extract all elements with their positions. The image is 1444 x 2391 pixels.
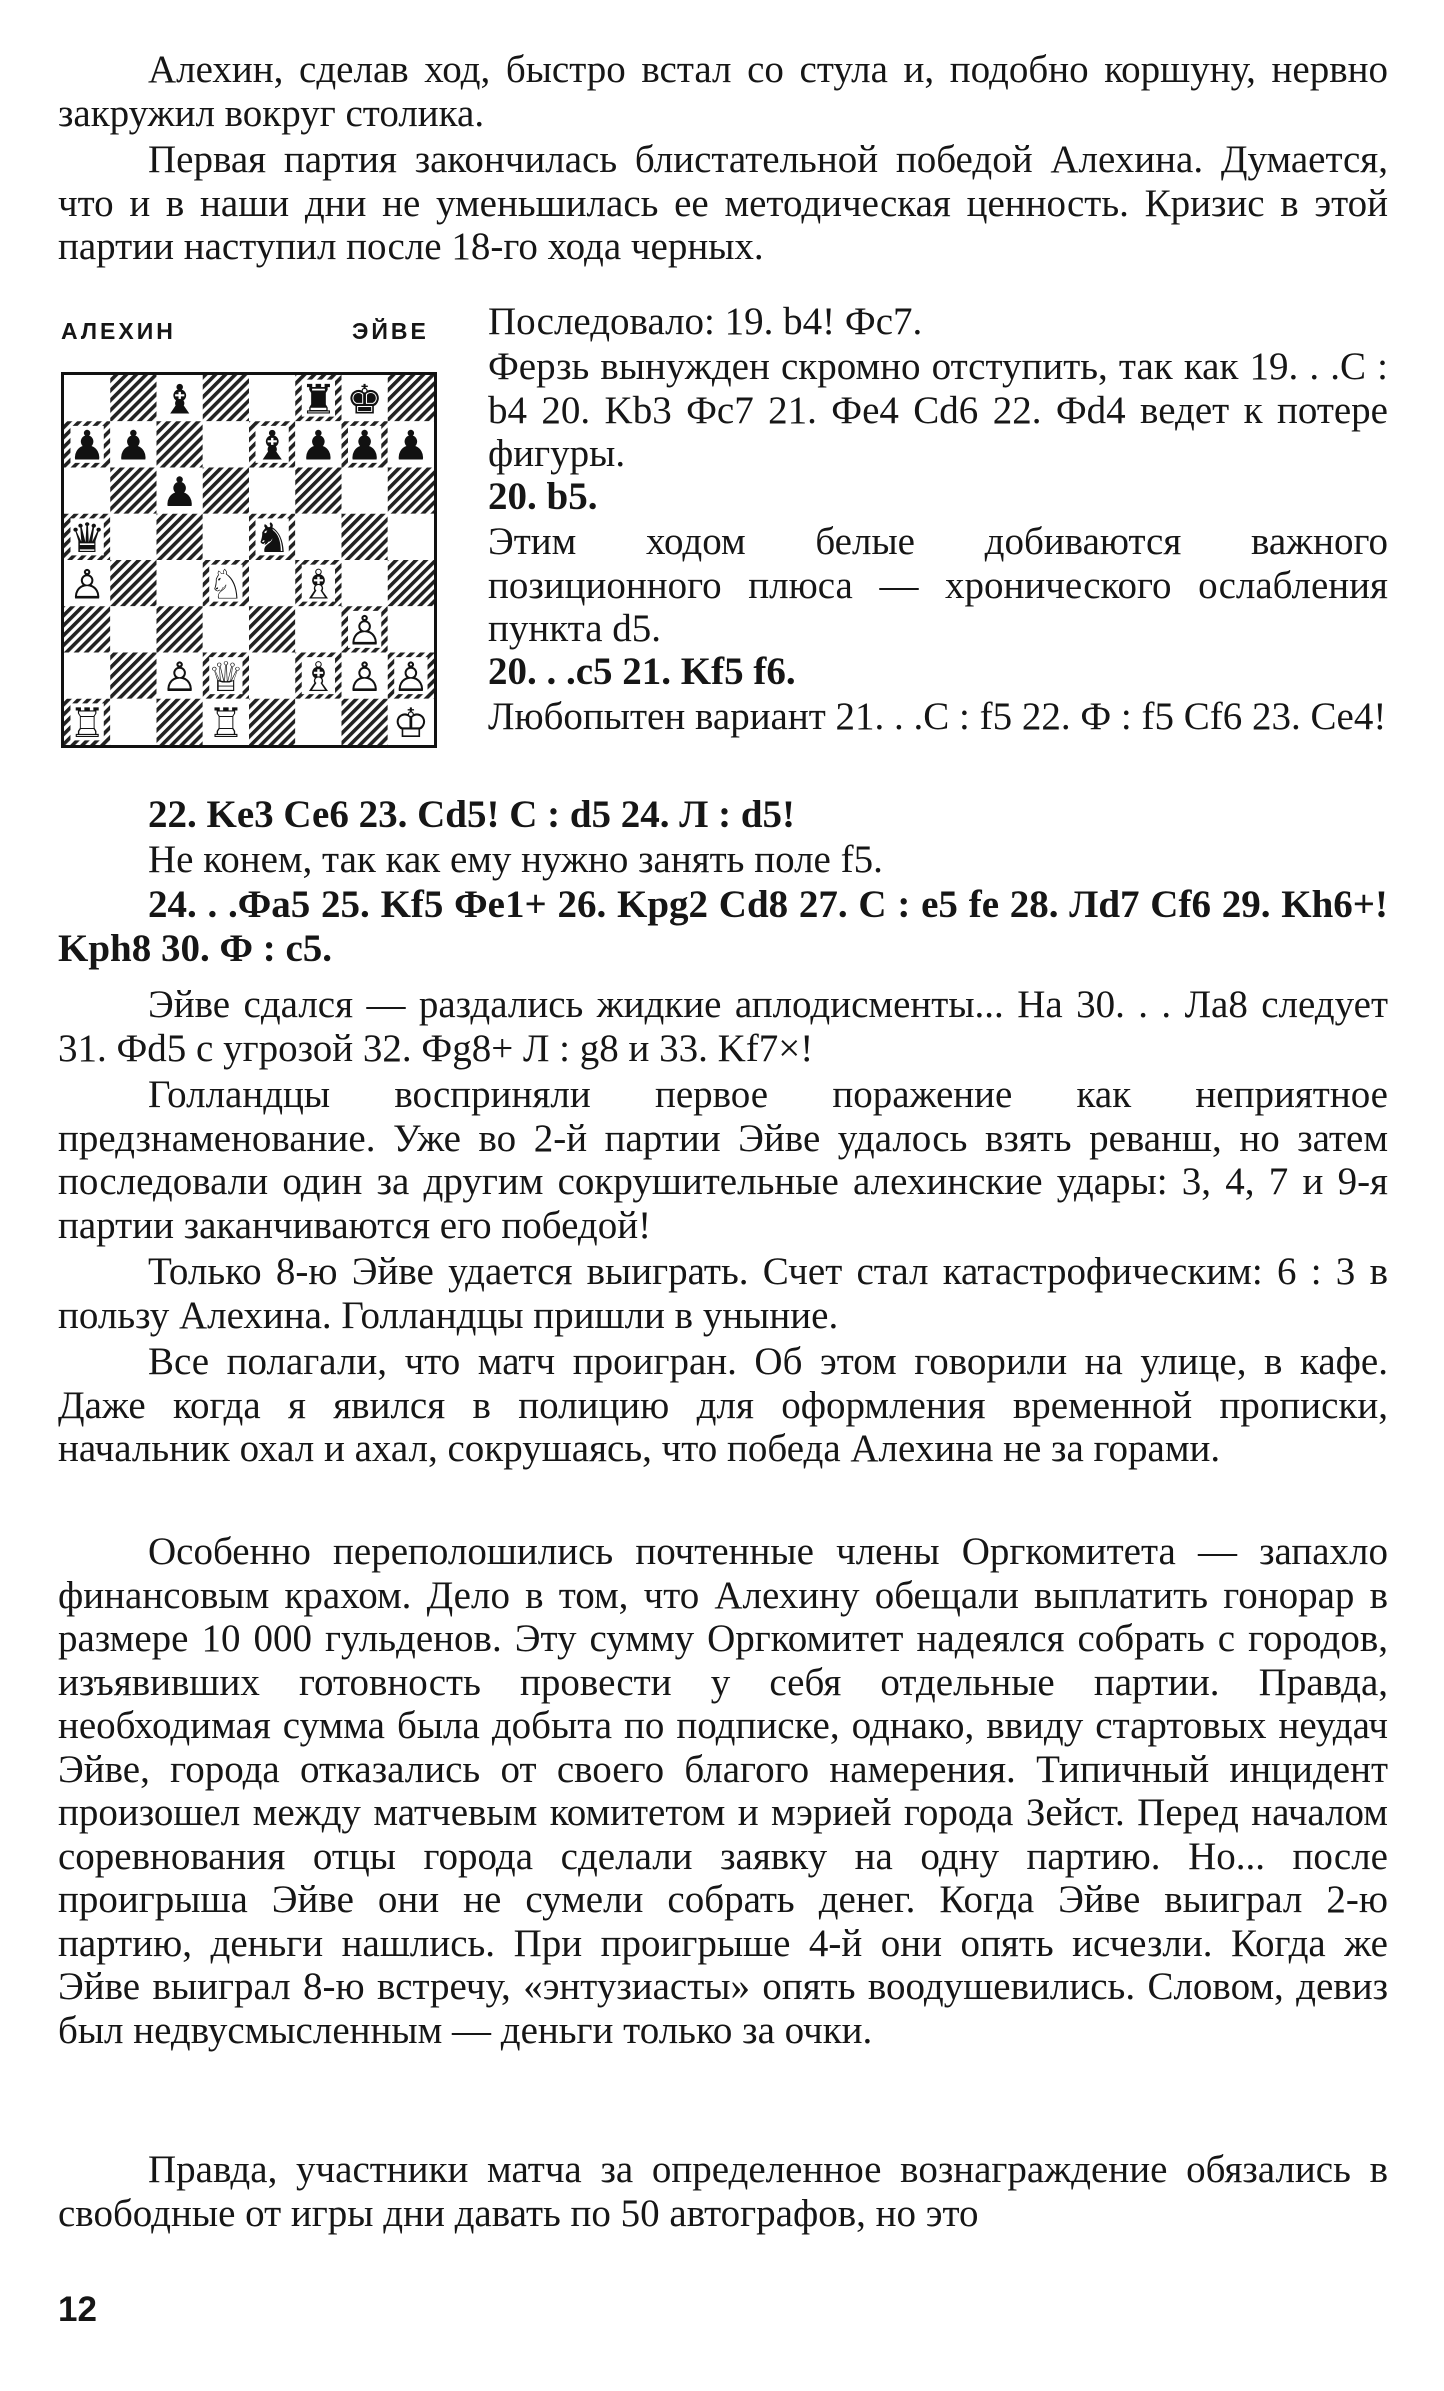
paragraph: Правда, участники матча за определенное вознаграждение обязались в свободные от игры дни давать по 50 автографов, но это [58, 2148, 1388, 2235]
light-square [295, 514, 341, 560]
light-square [64, 468, 110, 514]
light-square [388, 514, 434, 560]
chess-piece-f4: ♗ [300, 560, 337, 609]
paragraph: Любопытен вариант 21. . .С : f5 22. Ф : f5 Cf6 23. Ce4! [488, 695, 1387, 738]
light-square [249, 653, 295, 699]
move-line: 24. . .Фа5 25. Kf5 Фе1+ 26. Kpg2 Cd8 27. С : е5 fe 28. Лd7 Cf6 29. Kh6+! Kph8 30. Ф : с5. [58, 883, 1388, 970]
paragraph: Эйве сдался — раздались жидкие аплодисменты... На 30. . . Ла8 следует 31. Фd5 с угрозой 32. Фg8+ Л : g8 и 33. Kf7×! [58, 983, 1388, 1070]
paragraph: Голландцы восприняли первое поражение как неприятное предзнаменование. Уже во 2-й партии Эйве удалось взять реванш, но затем последовали один за другим сокрушительные алехинские удары: 3, 4, 7 и 9-я партии заканчиваются его победой! [58, 1073, 1388, 1247]
black-player-label: ЭЙВЕ [352, 318, 429, 344]
chess-piece-d2: ♕ [207, 652, 245, 701]
dark-square [203, 468, 249, 514]
dark-square [157, 606, 203, 652]
chess-piece-e5: ♞ [253, 514, 291, 563]
dark-square [157, 514, 203, 560]
light-square [249, 468, 295, 514]
light-square [157, 560, 203, 606]
chess-piece-c6: ♟ [161, 467, 198, 516]
chess-piece-h1: ♔ [392, 699, 430, 745]
paragraph: Все полагали, что матч проигран. Об этом говорили на улице, в кафе. Даже когда я явился в полицию для оформления временной прописки, начальник охал и ахал, сокрушаясь, что победа Алехина не за горами. [58, 1340, 1388, 1470]
paragraph: Алехин, сделав ход, быстро встал со стула и, подобно коршуну, нервно закружил вокруг столика. [58, 48, 1388, 135]
dark-square [110, 468, 156, 514]
dark-square [110, 375, 156, 421]
paragraph: Последовало: 19. b4! Фс7. [488, 300, 923, 343]
chess-piece-h7: ♟ [392, 421, 430, 470]
light-square [110, 699, 156, 745]
light-square [64, 653, 110, 699]
chess-piece-c2: ♙ [161, 652, 198, 701]
chessboard [64, 375, 434, 745]
dark-square [249, 606, 295, 652]
chess-piece-d1: ♖ [207, 699, 245, 745]
paragraph: Особенно переполошились почтенные члены Оргкомитета — запахло финансовым крахом. Дело в том, что Алехину обещали выплатить гонорар в размере 10 000 гульденов. Эту сумму Оргкомитет надеялся собрать с городов, изъявивших готовность провести у себя отдельные партии. Правда, необходимая сумма была добыта по подписке, однако, ввиду стартовых неудач Эйве, города отказались от своего благого намерения. Типичный инцидент произошел между матчевым комитетом и мэрией города Зейст. Перед началом соревнования отцы города сделали заявку на одну партию. Но... после проигрыша Эйве они не сумели собрать денег. Когда Эйве выиграл 2-ю партию, деньги нашлись. При проигрыше 4-й они опять исчезли. Когда же Эйве выиграл 8-ю встречу, «энтузиасты» опять воодушевились. Словом, девиз был недвусмысленным — деньги только за очки. [58, 1530, 1388, 2052]
dark-square [110, 560, 156, 606]
chess-piece-h2: ♙ [392, 652, 430, 701]
paragraph: Не конем, так как ему нужно занять поле f5. [148, 838, 883, 881]
light-square [249, 375, 295, 421]
dark-square [157, 421, 203, 467]
light-square [249, 560, 295, 606]
chess-piece-f7: ♟ [300, 421, 337, 470]
dark-square [157, 699, 203, 745]
paragraph: Этим ходом белые добиваются важного позиционного плюса — хронического ослабления пункта d5. [488, 520, 1388, 650]
chess-piece-g7: ♟ [346, 421, 383, 470]
dark-square [342, 699, 388, 745]
light-square [342, 468, 388, 514]
light-square [295, 699, 341, 745]
chess-diagram [61, 372, 437, 748]
chess-piece-f8: ♜ [300, 375, 337, 424]
chess-piece-g3: ♙ [346, 606, 383, 655]
paragraph: Первая партия закончилась блистательной победой Алехина. Думается, что и в наши дни не уменьшилась ее методическая ценность. Кризис в этой партии наступил после 18-го хода черных. [58, 138, 1388, 268]
page-number: 12 [58, 2290, 97, 2329]
light-square [64, 375, 110, 421]
light-square [295, 606, 341, 652]
chess-piece-f2: ♗ [300, 652, 337, 701]
light-square [388, 606, 434, 652]
dark-square [342, 514, 388, 560]
chess-piece-a7: ♟ [68, 421, 106, 470]
dark-square [110, 653, 156, 699]
chess-piece-a1: ♖ [68, 699, 106, 745]
light-square [110, 606, 156, 652]
dark-square [388, 560, 434, 606]
dark-square [64, 606, 110, 652]
chess-piece-g2: ♙ [346, 652, 383, 701]
move-line: 22. Ke3 Се6 23. Cd5! С : d5 24. Л : d5! [148, 793, 796, 836]
dark-square [388, 375, 434, 421]
chess-piece-b7: ♟ [115, 421, 152, 470]
light-square [110, 514, 156, 560]
chess-piece-a5: ♛ [68, 514, 106, 563]
white-player-label: АЛЕХИН [61, 318, 176, 344]
paragraph: Только 8-ю Эйве удается выиграть. Счет стал катастрофическим: 6 : 3 в пользу Алехина. Голландцы пришли в уныние. [58, 1250, 1388, 1337]
dark-square [203, 375, 249, 421]
light-square [342, 560, 388, 606]
light-square [203, 606, 249, 652]
paragraph: Ферзь вынужден скромно отступить, так как 19. . .С : b4 20. Kb3 Фс7 21. Фе4 Cd6 22. Фd4 ведет к потере фигуры. [488, 345, 1388, 475]
chess-piece-g8: ♚ [346, 375, 383, 424]
chess-piece-a4: ♙ [68, 560, 106, 609]
move-line: 20. b5. [488, 475, 598, 518]
dark-square [295, 468, 341, 514]
chess-piece-d4: ♘ [207, 560, 245, 609]
light-square [203, 514, 249, 560]
light-square [203, 421, 249, 467]
chess-piece-e7: ♝ [253, 421, 291, 470]
dark-square [249, 699, 295, 745]
chess-piece-c8: ♝ [161, 375, 198, 424]
move-line: 20. . .с5 21. Kf5 f6. [488, 650, 796, 693]
dark-square [388, 468, 434, 514]
